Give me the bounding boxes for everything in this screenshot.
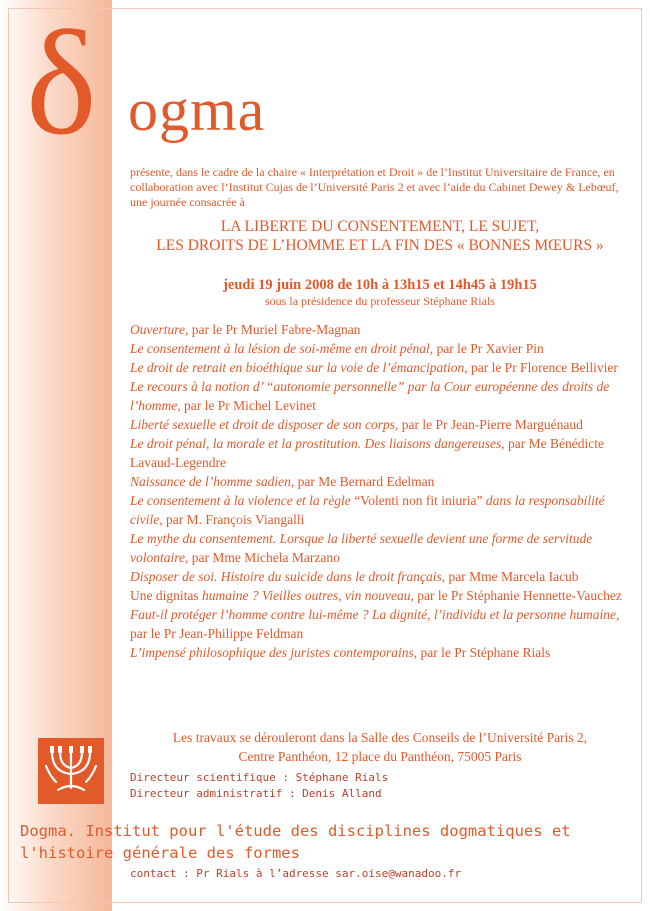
- talk-title: Le droit de retrait en bioéthique sur la voie de l’émancipation,: [130, 360, 468, 375]
- program-item: [130, 320, 625, 339]
- talk-title: Le consentement à la lésion de soi-même en droit pénal,: [130, 341, 434, 356]
- logo-delta: δ: [26, 0, 97, 166]
- talk-speaker: par le Pr Stéphane Rials: [417, 645, 551, 660]
- administrative-director: Directeur administratif : Denis Alland: [130, 787, 382, 800]
- talk-speaker: par M. François Viangalli: [162, 512, 305, 527]
- talk-title: L’impensé philosophique des juristes contemporains,: [130, 645, 418, 660]
- program-item: [130, 586, 625, 605]
- talk-quote: “Volenti non fit iniuria”: [350, 493, 486, 508]
- talk-title: Le recours à la notion d’ “autonomie personnelle” par la Cour européenne des droits de l’homme,: [130, 379, 610, 413]
- program-item: [130, 491, 625, 529]
- talk-speaker: par le Pr Stéphanie Hennette-Vauchez: [413, 588, 622, 603]
- talk-title: Faut-il protéger l’homme contre lui-même ? La dignité, l’individu et la personne humaine,: [130, 607, 620, 622]
- talk-speaker: par Me Bénédicte Lavaud-Legendre: [130, 436, 604, 470]
- talk-title: Le droit pénal, la morale et la prostitution. Des liaisons dangereuses,: [130, 436, 505, 451]
- talk-speaker: par Mme Marcela Iacub: [445, 569, 579, 584]
- program-item: [130, 643, 625, 662]
- event-title-line-2: LES DROITS DE L’HOMME ET LA FIN DES « BONNES MŒURS »: [156, 237, 604, 254]
- intro-text: présente, dans le cadre de la chaire « Interprétation et Droit » de l’Institut Universitaire de France, en collaboration avec l’Institut Cujas de l’Université Paris 2 et avec l’aide du Cabinet Dewey & Lebœuf, une journée consacrée à: [130, 165, 619, 209]
- talk-speaker: par le Pr Michel Levinet: [180, 398, 316, 413]
- venue-line-2: Centre Panthéon, 12 place du Panthéon, 75005 Paris: [238, 749, 522, 764]
- talk-speaker: par le Pr Jean-Philippe Feldman: [130, 626, 304, 641]
- program-item: [130, 605, 625, 643]
- talk-title: humaine ? Vieilles outres, vin nouveau,: [202, 588, 414, 603]
- program-item: [130, 358, 625, 377]
- program-item: [130, 434, 625, 472]
- event-date: jeudi 19 juin 2008 de 10h à 13h15 et 14h45 à 19h15: [223, 277, 537, 293]
- event-title-line-1: LA LIBERTE DU CONSENTEMENT, LE SUJET,: [220, 218, 540, 235]
- talk-title: Le consentement à la violence et la règle: [130, 493, 351, 508]
- event-title: [130, 217, 630, 255]
- program-item: [130, 377, 625, 415]
- presidence-text: sous la présidence du professeur Stéphane Rials: [265, 294, 495, 308]
- logo-wordmark: ogma: [128, 77, 266, 143]
- talk-speaker: par le Pr Muriel Fabre-Magnan: [188, 322, 361, 337]
- venue-line-1: Les travaux se dérouleront dans la Salle des Conseils de l’Université Paris 2,: [172, 730, 588, 745]
- institute-name: Dogma. Institut pour l'étude des disciplines dogmatiques et l'histoire générale des formes: [20, 822, 571, 862]
- contact-line: contact : Pr Rials à l’adresse sar.oise@wanadoo.fr: [130, 867, 462, 880]
- talk-title: Naissance de l’homme sadien,: [130, 474, 295, 489]
- directors-block: [130, 770, 388, 802]
- program-item: [130, 472, 625, 491]
- program-item: [130, 339, 625, 358]
- talk-title: Ouverture,: [130, 322, 189, 337]
- talk-speaker: par le Pr Jean-Pierre Marguénaud: [398, 417, 583, 432]
- venue-text: [130, 728, 630, 766]
- program-item: [130, 567, 625, 586]
- talk-title-cont: dans la responsabilité civile,: [130, 493, 605, 527]
- program-list: [130, 320, 625, 662]
- talk-speaker: par le Pr Florence Bellivier: [467, 360, 618, 375]
- talk-title: Liberté sexuelle et droit de disposer de son corps,: [130, 417, 399, 432]
- scientific-director: Directeur scientifique : Stéphane Rials: [130, 771, 389, 784]
- talk-speaker: par Me Bernard Edelman: [294, 474, 435, 489]
- talk-title: Le mythe du consentement. Lorsque la liberté sexuelle devient une forme de servitude volontaire,: [130, 531, 593, 565]
- talk-title: Disposer de soi. Histoire du suicide dans le droit français,: [130, 569, 446, 584]
- talk-speaker: par le Pr Xavier Pin: [433, 341, 544, 356]
- program-item: [130, 415, 625, 434]
- program-item: [130, 529, 625, 567]
- talk-speaker: par Mme Michela Marzano: [188, 550, 340, 565]
- candelabra-icon: [38, 738, 104, 804]
- talk-quote: Une dignitas: [130, 588, 202, 603]
